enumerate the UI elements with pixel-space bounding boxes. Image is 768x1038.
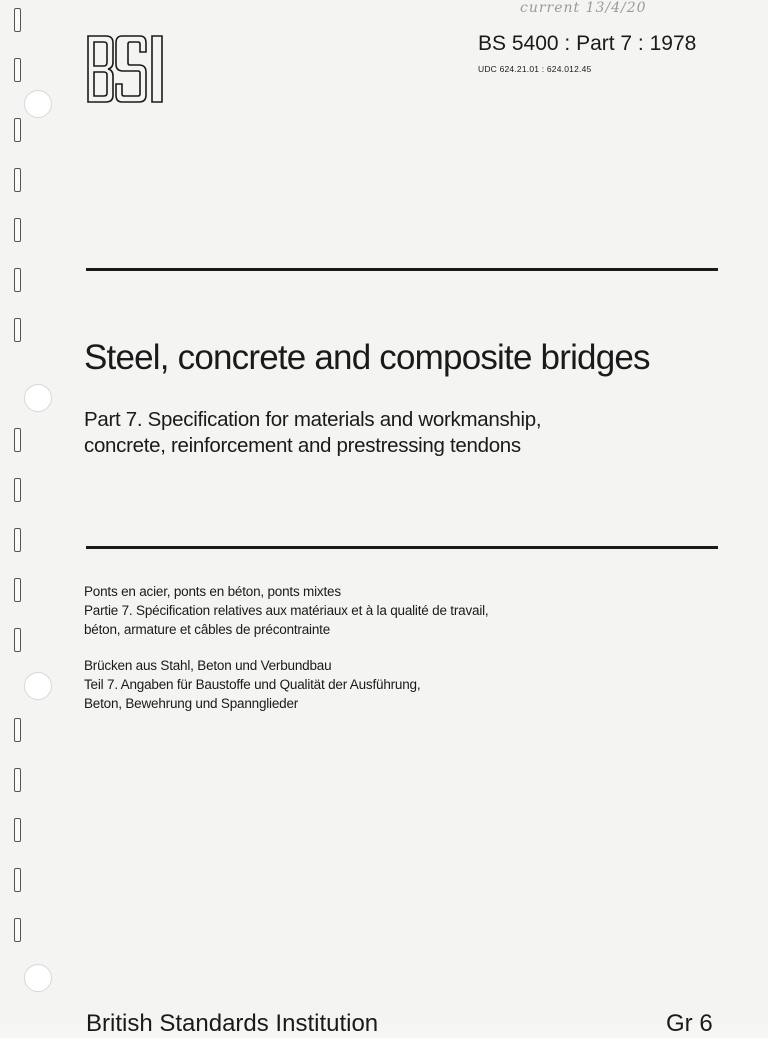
punch-hole — [24, 90, 52, 118]
subtitle-line: concrete, reinforcement and prestressing tendons — [84, 434, 521, 457]
german-line: Brücken aus Stahl, Beton und Verbundbau — [84, 658, 332, 673]
punch-slot — [14, 8, 21, 32]
punch-slot — [14, 218, 21, 242]
publisher-name: British Standards Institution — [86, 1010, 379, 1037]
french-line: Partie 7. Spécification relatives aux matériaux et à la qualité de travail, — [84, 603, 489, 618]
page-title: Steel, concrete and composite bridges — [84, 338, 650, 377]
punch-slot — [14, 118, 21, 142]
punch-slot — [14, 318, 21, 342]
punch-slot — [14, 718, 21, 742]
punch-slot — [14, 268, 21, 292]
punch-slot — [14, 578, 21, 602]
punch-hole — [24, 384, 52, 412]
punch-slot — [14, 868, 21, 892]
page-subtitle — [84, 407, 724, 459]
punch-slot — [14, 168, 21, 192]
subtitle-line: Part 7. Specification for materials and workmanship, — [84, 408, 542, 431]
price-group: Gr 6 — [666, 1010, 713, 1037]
binding-edge — [0, 0, 50, 1024]
french-line: Ponts en acier, ponts en béton, ponts mixtes — [84, 584, 341, 599]
punch-slot — [14, 58, 21, 82]
german-line: Beton, Bewehrung und Spannglieder — [84, 696, 299, 711]
punch-slot — [14, 628, 21, 652]
punch-hole — [24, 964, 52, 992]
punch-hole — [24, 672, 52, 700]
punch-slot — [14, 528, 21, 552]
punch-slot — [14, 818, 21, 842]
punch-slot — [14, 918, 21, 942]
german-line: Teil 7. Angaben für Baustoffe und Qualität der Ausführung, — [84, 677, 421, 692]
handwritten-note: current 13/4/20 — [520, 0, 647, 16]
punch-slot — [14, 478, 21, 502]
german-title-block — [84, 656, 684, 713]
standard-number: BS 5400 : Part 7 : 1978 — [478, 32, 697, 55]
punch-slot — [14, 428, 21, 452]
divider-rule — [86, 268, 718, 271]
punch-slot — [14, 768, 21, 792]
french-title-block — [84, 582, 684, 639]
french-line: béton, armature et câbles de précontrainte — [84, 622, 331, 637]
bsi-logo — [86, 34, 168, 104]
divider-rule — [86, 546, 718, 549]
udc-code: UDC 624.21.01 : 624.012.45 — [478, 64, 592, 74]
